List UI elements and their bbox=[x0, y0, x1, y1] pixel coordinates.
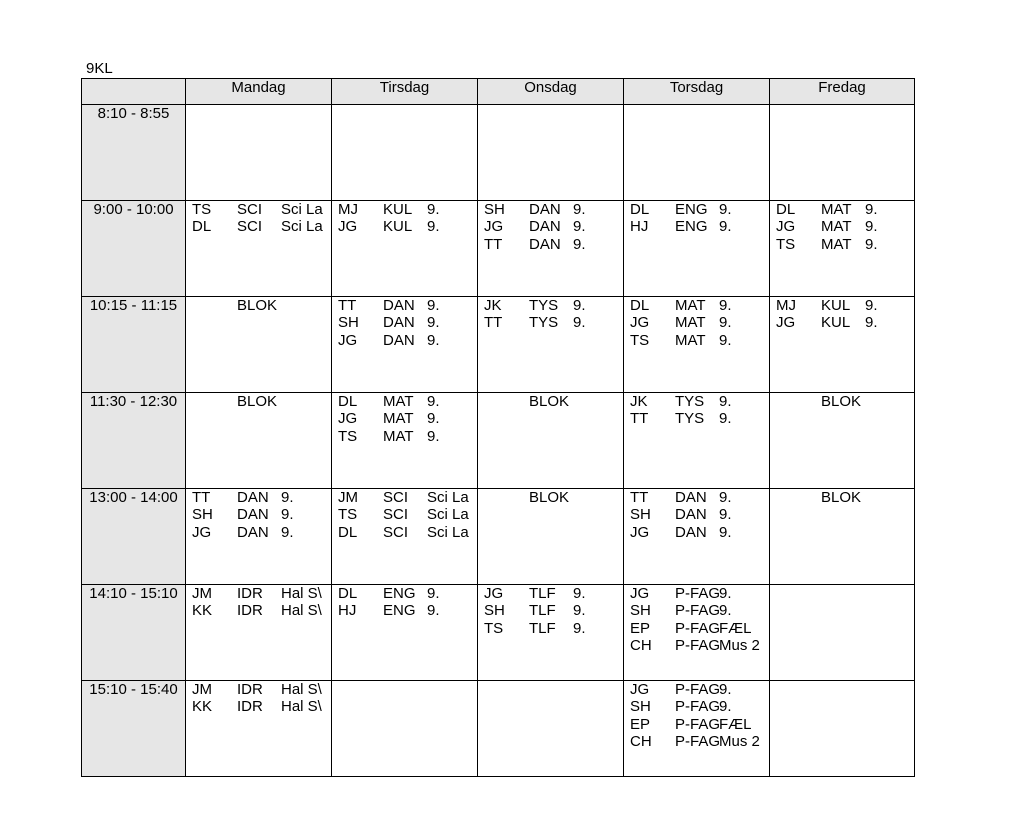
lesson-entry bbox=[186, 201, 331, 218]
room-code: 9. bbox=[427, 218, 440, 236]
schedule-cell bbox=[478, 297, 624, 393]
lesson-entry bbox=[624, 620, 769, 637]
subject-code: MAT bbox=[383, 410, 414, 428]
class-title: 9KL bbox=[86, 60, 113, 77]
time-label: 10:15 - 11:15 bbox=[82, 297, 186, 393]
subject-code: DAN bbox=[529, 201, 561, 218]
lesson-entry bbox=[624, 585, 769, 602]
subject-code: P-FAG bbox=[675, 585, 721, 602]
room-code: 9. bbox=[281, 523, 294, 541]
teacher-code: TT bbox=[630, 489, 649, 506]
schedule-cell bbox=[332, 681, 478, 777]
room-code: 9. bbox=[865, 201, 878, 218]
room-code: 9. bbox=[573, 585, 586, 602]
schedule-cell bbox=[186, 201, 332, 297]
teacher-code: MJ bbox=[338, 201, 358, 218]
corner-cell bbox=[82, 79, 186, 105]
room-code: 9. bbox=[719, 393, 732, 410]
teacher-code: JG bbox=[338, 331, 358, 349]
schedule-table bbox=[81, 78, 915, 777]
teacher-code: TS bbox=[338, 427, 358, 445]
teacher-code: JG bbox=[630, 585, 650, 602]
teacher-code: SH bbox=[192, 506, 213, 524]
room-code: 9. bbox=[719, 681, 732, 698]
lesson-entry bbox=[332, 297, 477, 314]
lesson-entry bbox=[186, 585, 331, 602]
room-code: 9. bbox=[865, 235, 878, 253]
schedule-cell bbox=[478, 201, 624, 297]
lesson-entry bbox=[186, 602, 331, 619]
lesson-entry bbox=[186, 218, 331, 235]
schedule-cell bbox=[332, 105, 478, 201]
room-code: 9. bbox=[719, 585, 732, 602]
time-slot-row bbox=[82, 681, 915, 777]
lesson-entry bbox=[624, 314, 769, 331]
lesson-entry bbox=[624, 218, 769, 235]
schedule-cell bbox=[186, 489, 332, 585]
subject-code: MAT bbox=[821, 201, 852, 218]
subject-code: P-FAG bbox=[675, 602, 721, 620]
lesson-entry bbox=[332, 332, 477, 349]
teacher-code: SH bbox=[630, 602, 651, 620]
room-code: 9. bbox=[573, 235, 586, 253]
room-code: Sci La bbox=[427, 489, 469, 506]
lesson-entry bbox=[770, 201, 914, 218]
blok-label: BLOK bbox=[237, 393, 278, 410]
room-code: 9. bbox=[719, 489, 732, 506]
day-header: Onsdag bbox=[478, 79, 624, 105]
teacher-code: CH bbox=[630, 732, 652, 750]
subject-code: MAT bbox=[383, 427, 414, 445]
header-row bbox=[82, 79, 915, 105]
lesson-entry bbox=[332, 506, 477, 523]
lesson-entry bbox=[624, 733, 769, 750]
schedule-cell bbox=[186, 585, 332, 681]
room-code: 9. bbox=[427, 297, 440, 314]
teacher-code: DL bbox=[630, 297, 650, 314]
room-code: 9. bbox=[573, 297, 586, 314]
subject-code: IDR bbox=[237, 681, 263, 698]
subject-code: TLF bbox=[529, 602, 556, 620]
teacher-code: TT bbox=[192, 489, 211, 506]
teacher-code: EP bbox=[630, 619, 651, 637]
subject-code: DAN bbox=[383, 331, 415, 349]
lesson-entry bbox=[624, 716, 769, 733]
teacher-code: SH bbox=[484, 201, 505, 218]
teacher-code: KK bbox=[192, 698, 213, 716]
subject-code: DAN bbox=[383, 314, 415, 332]
room-code: 9. bbox=[719, 314, 732, 332]
teacher-code: SH bbox=[630, 698, 651, 716]
teacher-code: DL bbox=[776, 201, 796, 218]
room-code: Sci La bbox=[281, 218, 323, 236]
blok-label: BLOK bbox=[529, 393, 570, 410]
subject-code: DAN bbox=[675, 523, 707, 541]
lesson-entry bbox=[186, 698, 331, 715]
room-code: Hal S\ bbox=[281, 602, 322, 620]
schedule-cell bbox=[624, 489, 770, 585]
teacher-code: TS bbox=[192, 201, 212, 218]
subject-code: KUL bbox=[821, 297, 851, 314]
subject-code: TYS bbox=[675, 393, 705, 410]
subject-code: MAT bbox=[383, 393, 414, 410]
lesson-entry bbox=[186, 489, 331, 506]
time-label: 9:00 - 10:00 bbox=[82, 201, 186, 297]
teacher-code: JK bbox=[630, 393, 648, 410]
schedule-cell bbox=[770, 585, 915, 681]
time-label: 8:10 - 8:55 bbox=[82, 105, 186, 201]
room-code: 9. bbox=[281, 506, 294, 524]
lesson-entry bbox=[332, 524, 477, 541]
time-slot-row bbox=[82, 105, 915, 201]
room-code: Hal S\ bbox=[281, 698, 322, 716]
blok-label: BLOK bbox=[237, 297, 278, 314]
subject-code: KUL bbox=[821, 314, 851, 332]
time-slot-row bbox=[82, 585, 915, 681]
day-header: Torsdag bbox=[624, 79, 770, 105]
schedule-cell bbox=[624, 681, 770, 777]
room-code: Mus 2 bbox=[719, 732, 760, 750]
subject-code: SCI bbox=[237, 218, 263, 236]
schedule-body bbox=[82, 105, 915, 777]
lesson-entry bbox=[770, 236, 914, 253]
lesson-entry bbox=[478, 620, 623, 637]
schedule-cell bbox=[624, 201, 770, 297]
lesson-entry bbox=[624, 201, 769, 218]
subject-code: DAN bbox=[237, 489, 269, 506]
room-code: Mus 2 bbox=[719, 636, 760, 654]
blok-label: BLOK bbox=[821, 393, 862, 410]
subject-code: DAN bbox=[237, 506, 269, 524]
teacher-code: JG bbox=[484, 585, 504, 602]
subject-code: TYS bbox=[675, 410, 705, 428]
room-code: 9. bbox=[719, 297, 732, 314]
blok-label: BLOK bbox=[529, 489, 570, 506]
room-code: 9. bbox=[573, 619, 586, 637]
lesson-entry bbox=[770, 314, 914, 331]
subject-code: ENG bbox=[383, 602, 416, 620]
subject-code: MAT bbox=[821, 235, 852, 253]
room-code: 9. bbox=[573, 218, 586, 236]
schedule-cell bbox=[478, 393, 624, 489]
teacher-code: JG bbox=[630, 681, 650, 698]
schedule-cell bbox=[332, 201, 478, 297]
day-header: Tirsdag bbox=[332, 79, 478, 105]
lesson-entry bbox=[186, 681, 331, 698]
schedule-cell bbox=[478, 585, 624, 681]
room-code: 9. bbox=[427, 427, 440, 445]
subject-code: P-FAG bbox=[675, 681, 721, 698]
lesson-entry bbox=[332, 410, 477, 427]
teacher-code: JG bbox=[630, 523, 650, 541]
room-code: 9. bbox=[573, 201, 586, 218]
subject-code: DAN bbox=[237, 523, 269, 541]
teacher-code: TT bbox=[338, 297, 357, 314]
lesson-entry bbox=[332, 585, 477, 602]
schedule-cell bbox=[478, 489, 624, 585]
subject-code: SCI bbox=[383, 523, 409, 541]
teacher-code: JG bbox=[776, 314, 796, 332]
lesson-entry bbox=[332, 602, 477, 619]
subject-code: P-FAG bbox=[675, 636, 721, 654]
room-code: 9. bbox=[427, 393, 440, 410]
lesson-entry bbox=[624, 637, 769, 654]
subject-code: SCI bbox=[383, 489, 409, 506]
room-code: 9. bbox=[719, 506, 732, 524]
lesson-entry bbox=[624, 524, 769, 541]
schedule-cell bbox=[770, 489, 915, 585]
teacher-code: DL bbox=[630, 201, 650, 218]
lesson-entry bbox=[624, 297, 769, 314]
teacher-code: DL bbox=[338, 393, 358, 410]
subject-code: KUL bbox=[383, 201, 413, 218]
subject-code: P-FAG bbox=[675, 698, 721, 716]
room-code: 9. bbox=[865, 297, 878, 314]
room-code: FÆL bbox=[719, 715, 752, 733]
room-code: 9. bbox=[427, 331, 440, 349]
lesson-entry bbox=[186, 506, 331, 523]
room-code: Sci La bbox=[281, 201, 323, 218]
lesson-entry bbox=[624, 506, 769, 523]
lesson-entry bbox=[332, 201, 477, 218]
subject-code: DAN bbox=[675, 489, 707, 506]
room-code: 9. bbox=[427, 314, 440, 332]
lesson-entry bbox=[478, 218, 623, 235]
teacher-code: JG bbox=[338, 218, 358, 236]
room-code: 9. bbox=[719, 523, 732, 541]
subject-code: MAT bbox=[675, 314, 706, 332]
room-code: 9. bbox=[573, 314, 586, 332]
schedule-cell bbox=[624, 393, 770, 489]
lesson-entry bbox=[624, 393, 769, 410]
teacher-code: JM bbox=[192, 585, 212, 602]
lesson-entry bbox=[624, 602, 769, 619]
teacher-code: JG bbox=[630, 314, 650, 332]
time-slot-row bbox=[82, 201, 915, 297]
lesson-entry bbox=[624, 698, 769, 715]
day-header: Mandag bbox=[186, 79, 332, 105]
schedule-cell bbox=[478, 105, 624, 201]
teacher-code: JG bbox=[484, 218, 504, 236]
subject-code: IDR bbox=[237, 585, 263, 602]
lesson-entry bbox=[770, 297, 914, 314]
subject-code: IDR bbox=[237, 602, 263, 620]
time-label: 13:00 - 14:00 bbox=[82, 489, 186, 585]
subject-code: TLF bbox=[529, 585, 556, 602]
schedule-cell bbox=[186, 681, 332, 777]
subject-code: SCI bbox=[383, 506, 409, 524]
room-code: 9. bbox=[719, 410, 732, 428]
teacher-code: JM bbox=[192, 681, 212, 698]
lesson-entry bbox=[332, 489, 477, 506]
teacher-code: TT bbox=[484, 314, 503, 332]
teacher-code: TS bbox=[484, 619, 504, 637]
time-slot-row bbox=[82, 297, 915, 393]
time-slot-row bbox=[82, 489, 915, 585]
schedule-cell bbox=[770, 105, 915, 201]
time-slot-row bbox=[82, 393, 915, 489]
lesson-entry bbox=[624, 410, 769, 427]
subject-code: MAT bbox=[821, 218, 852, 236]
lesson-entry bbox=[478, 585, 623, 602]
schedule-cell bbox=[186, 297, 332, 393]
lesson-entry bbox=[478, 602, 623, 619]
subject-code: SCI bbox=[237, 201, 263, 218]
room-code: 9. bbox=[427, 410, 440, 428]
lesson-entry bbox=[332, 428, 477, 445]
lesson-entry bbox=[624, 489, 769, 506]
room-code: 9. bbox=[719, 201, 732, 218]
teacher-code: JG bbox=[192, 523, 212, 541]
room-code: 9. bbox=[427, 585, 440, 602]
schedule-cell bbox=[186, 393, 332, 489]
teacher-code: TS bbox=[338, 506, 358, 524]
schedule-cell bbox=[332, 393, 478, 489]
teacher-code: HJ bbox=[338, 602, 357, 620]
lesson-entry bbox=[186, 524, 331, 541]
subject-code: DAN bbox=[529, 235, 561, 253]
teacher-code: SH bbox=[484, 602, 505, 620]
teacher-code: DL bbox=[192, 218, 212, 236]
subject-code: P-FAG bbox=[675, 732, 721, 750]
schedule-cell bbox=[332, 297, 478, 393]
teacher-code: CH bbox=[630, 636, 652, 654]
subject-code: DAN bbox=[529, 218, 561, 236]
subject-code: P-FAG bbox=[675, 715, 721, 733]
room-code: FÆL bbox=[719, 619, 752, 637]
teacher-code: HJ bbox=[630, 218, 649, 236]
teacher-code: JG bbox=[338, 410, 358, 428]
lesson-entry bbox=[478, 201, 623, 218]
teacher-code: TT bbox=[484, 235, 503, 253]
room-code: 9. bbox=[719, 331, 732, 349]
subject-code: ENG bbox=[383, 585, 416, 602]
room-code: Sci La bbox=[427, 506, 469, 524]
room-code: Sci La bbox=[427, 523, 469, 541]
room-code: 9. bbox=[281, 489, 294, 506]
room-code: 9. bbox=[719, 698, 732, 716]
time-label: 11:30 - 12:30 bbox=[82, 393, 186, 489]
teacher-code: DL bbox=[338, 523, 358, 541]
room-code: 9. bbox=[719, 602, 732, 620]
schedule-cell bbox=[770, 297, 915, 393]
day-header: Fredag bbox=[770, 79, 915, 105]
teacher-code: TS bbox=[776, 235, 796, 253]
teacher-code: SH bbox=[338, 314, 359, 332]
teacher-code: MJ bbox=[776, 297, 796, 314]
lesson-entry bbox=[332, 314, 477, 331]
schedule-cell bbox=[770, 201, 915, 297]
room-code: 9. bbox=[573, 602, 586, 620]
subject-code: TYS bbox=[529, 314, 559, 332]
lesson-entry bbox=[478, 314, 623, 331]
teacher-code: DL bbox=[338, 585, 358, 602]
teacher-code: JK bbox=[484, 297, 502, 314]
room-code: 9. bbox=[865, 314, 878, 332]
lesson-entry bbox=[332, 218, 477, 235]
teacher-code: SH bbox=[630, 506, 651, 524]
time-label: 14:10 - 15:10 bbox=[82, 585, 186, 681]
schedule-cell bbox=[770, 681, 915, 777]
subject-code: TYS bbox=[529, 297, 559, 314]
schedule-cell bbox=[770, 393, 915, 489]
lesson-entry bbox=[770, 218, 914, 235]
teacher-code: TT bbox=[630, 410, 649, 428]
lesson-entry bbox=[478, 297, 623, 314]
schedule-cell bbox=[624, 297, 770, 393]
room-code: 9. bbox=[865, 218, 878, 236]
subject-code: ENG bbox=[675, 218, 708, 236]
lesson-entry bbox=[478, 236, 623, 253]
teacher-code: JM bbox=[338, 489, 358, 506]
schedule-cell bbox=[624, 105, 770, 201]
room-code: 9. bbox=[719, 218, 732, 236]
subject-code: DAN bbox=[383, 297, 415, 314]
subject-code: ENG bbox=[675, 201, 708, 218]
room-code: 9. bbox=[427, 201, 440, 218]
subject-code: DAN bbox=[675, 506, 707, 524]
subject-code: P-FAG bbox=[675, 619, 721, 637]
lesson-entry bbox=[332, 393, 477, 410]
schedule-cell bbox=[478, 681, 624, 777]
subject-code: TLF bbox=[529, 619, 556, 637]
schedule-cell bbox=[332, 585, 478, 681]
lesson-entry bbox=[624, 681, 769, 698]
teacher-code: KK bbox=[192, 602, 213, 620]
schedule-cell bbox=[186, 105, 332, 201]
room-code: Hal S\ bbox=[281, 681, 322, 698]
lesson-entry bbox=[624, 332, 769, 349]
subject-code: KUL bbox=[383, 218, 413, 236]
blok-label: BLOK bbox=[821, 489, 862, 506]
schedule-cell bbox=[624, 585, 770, 681]
teacher-code: TS bbox=[630, 331, 650, 349]
subject-code: MAT bbox=[675, 297, 706, 314]
subject-code: MAT bbox=[675, 331, 706, 349]
schedule-cell bbox=[332, 489, 478, 585]
subject-code: IDR bbox=[237, 698, 263, 716]
room-code: 9. bbox=[427, 602, 440, 620]
room-code: Hal S\ bbox=[281, 585, 322, 602]
teacher-code: EP bbox=[630, 715, 651, 733]
time-label: 15:10 - 15:40 bbox=[82, 681, 186, 777]
teacher-code: JG bbox=[776, 218, 796, 236]
